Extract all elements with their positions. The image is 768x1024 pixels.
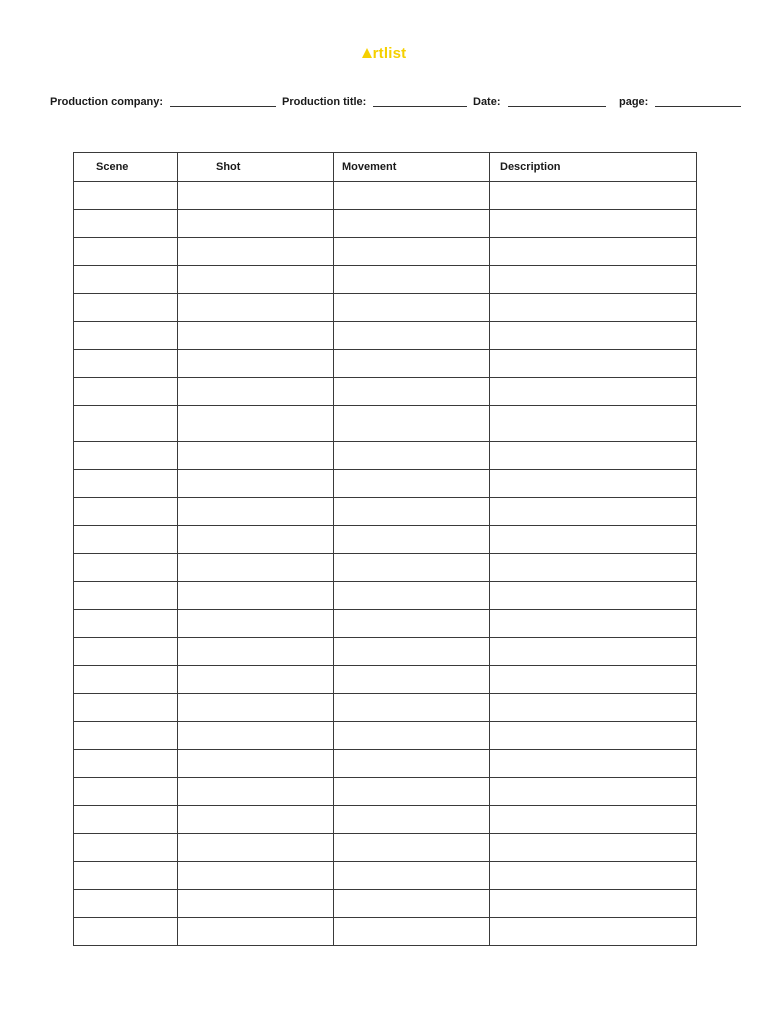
- cell-movement[interactable]: [334, 834, 490, 862]
- cell-movement[interactable]: [334, 498, 490, 526]
- cell-shot[interactable]: [178, 498, 334, 526]
- production-title-field: [282, 95, 467, 108]
- cell-scene[interactable]: [74, 890, 178, 918]
- column-header-movement: Movement: [334, 153, 490, 182]
- cell-description[interactable]: [490, 470, 697, 498]
- column-header-scene: Scene: [74, 153, 178, 182]
- cell-description[interactable]: [490, 666, 697, 694]
- cell-scene[interactable]: [74, 322, 178, 350]
- table-row: [74, 378, 697, 406]
- table-row: [74, 918, 697, 946]
- cell-scene[interactable]: [74, 694, 178, 722]
- cell-scene[interactable]: [74, 406, 178, 442]
- cell-movement[interactable]: [334, 722, 490, 750]
- cell-description[interactable]: [490, 610, 697, 638]
- table-row: [74, 182, 697, 210]
- date-field: [473, 95, 606, 108]
- table-row: [74, 498, 697, 526]
- cell-movement[interactable]: [334, 406, 490, 442]
- production-company-blank[interactable]: [170, 95, 276, 107]
- cell-description[interactable]: [490, 294, 697, 322]
- shot-list-table: [73, 152, 697, 946]
- cell-scene[interactable]: [74, 442, 178, 470]
- cell-description[interactable]: [490, 638, 697, 666]
- cell-scene[interactable]: [74, 266, 178, 294]
- cell-movement[interactable]: [334, 182, 490, 210]
- cell-description[interactable]: [490, 238, 697, 266]
- cell-shot[interactable]: [178, 294, 334, 322]
- table-row: [74, 210, 697, 238]
- cell-movement[interactable]: [334, 470, 490, 498]
- cell-description[interactable]: [490, 582, 697, 610]
- cell-scene[interactable]: [74, 294, 178, 322]
- cell-description[interactable]: [490, 210, 697, 238]
- cell-shot[interactable]: [178, 610, 334, 638]
- cell-description[interactable]: [490, 406, 697, 442]
- date-blank[interactable]: [508, 95, 606, 107]
- page-blank[interactable]: [655, 95, 741, 107]
- cell-shot[interactable]: [178, 554, 334, 582]
- table-header-row: [74, 153, 697, 182]
- cell-shot[interactable]: [178, 806, 334, 834]
- cell-scene[interactable]: [74, 182, 178, 210]
- cell-shot[interactable]: [178, 890, 334, 918]
- cell-scene[interactable]: [74, 378, 178, 406]
- page-field: [619, 95, 741, 108]
- cell-movement[interactable]: [334, 666, 490, 694]
- table-row: [74, 610, 697, 638]
- table-row: [74, 406, 697, 442]
- table-row: [74, 470, 697, 498]
- cell-movement[interactable]: [334, 378, 490, 406]
- cell-description[interactable]: [490, 322, 697, 350]
- cell-scene[interactable]: [74, 610, 178, 638]
- cell-scene[interactable]: [74, 350, 178, 378]
- cell-shot[interactable]: [178, 582, 334, 610]
- table-row: [74, 442, 697, 470]
- cell-shot[interactable]: [178, 470, 334, 498]
- cell-scene[interactable]: [74, 778, 178, 806]
- cell-shot[interactable]: [178, 406, 334, 442]
- cell-movement[interactable]: [334, 638, 490, 666]
- cell-shot[interactable]: [178, 862, 334, 890]
- cell-movement[interactable]: [334, 238, 490, 266]
- cell-description[interactable]: [490, 182, 697, 210]
- cell-movement[interactable]: [334, 294, 490, 322]
- cell-description[interactable]: [490, 778, 697, 806]
- table-row: [74, 694, 697, 722]
- cell-shot[interactable]: [178, 694, 334, 722]
- cell-movement[interactable]: [334, 806, 490, 834]
- cell-description[interactable]: [490, 526, 697, 554]
- table-row: [74, 582, 697, 610]
- cell-description[interactable]: [490, 862, 697, 890]
- table-row: [74, 834, 697, 862]
- page-label: page:: [619, 96, 649, 108]
- table-row: [74, 722, 697, 750]
- cell-movement[interactable]: [334, 694, 490, 722]
- cell-movement[interactable]: [334, 778, 490, 806]
- cell-description[interactable]: [490, 378, 697, 406]
- cell-description[interactable]: [490, 694, 697, 722]
- cell-scene[interactable]: [74, 862, 178, 890]
- cell-scene[interactable]: [74, 834, 178, 862]
- cell-description[interactable]: [490, 442, 697, 470]
- cell-scene[interactable]: [74, 238, 178, 266]
- cell-shot[interactable]: [178, 378, 334, 406]
- cell-movement[interactable]: [334, 442, 490, 470]
- cell-description[interactable]: [490, 498, 697, 526]
- cell-shot[interactable]: [178, 834, 334, 862]
- cell-scene[interactable]: [74, 470, 178, 498]
- table-row: [74, 638, 697, 666]
- cell-shot[interactable]: [178, 350, 334, 378]
- cell-shot[interactable]: [178, 526, 334, 554]
- cell-shot[interactable]: [178, 750, 334, 778]
- cell-shot[interactable]: [178, 322, 334, 350]
- cell-scene[interactable]: [74, 666, 178, 694]
- cell-scene[interactable]: [74, 638, 178, 666]
- cell-scene[interactable]: [74, 498, 178, 526]
- table-row: [74, 890, 697, 918]
- cell-movement[interactable]: [334, 750, 490, 778]
- cell-description[interactable]: [490, 266, 697, 294]
- table-row: [74, 294, 697, 322]
- cell-movement[interactable]: [334, 610, 490, 638]
- cell-shot[interactable]: [178, 238, 334, 266]
- production-company-field: [50, 95, 276, 108]
- production-title-blank[interactable]: [373, 95, 467, 107]
- cell-description[interactable]: [490, 722, 697, 750]
- logo-wordmark: rtlist: [372, 45, 407, 62]
- production-title-label: Production title:: [282, 96, 367, 108]
- cell-movement[interactable]: [334, 862, 490, 890]
- cell-shot[interactable]: [178, 666, 334, 694]
- logo-a-triangle-icon: [362, 48, 372, 58]
- cell-scene[interactable]: [74, 722, 178, 750]
- cell-description[interactable]: [490, 834, 697, 862]
- cell-shot[interactable]: [178, 638, 334, 666]
- table-row: [74, 554, 697, 582]
- cell-description[interactable]: [490, 806, 697, 834]
- table-row: [74, 862, 697, 890]
- cell-scene[interactable]: [74, 806, 178, 834]
- column-header-description: Description: [490, 153, 697, 182]
- table-row: [74, 666, 697, 694]
- cell-scene[interactable]: [74, 582, 178, 610]
- cell-movement[interactable]: [334, 582, 490, 610]
- cell-movement[interactable]: [334, 554, 490, 582]
- cell-description[interactable]: [490, 350, 697, 378]
- table-row: [74, 778, 697, 806]
- date-label: Date:: [473, 96, 501, 108]
- production-company-label: Production company:: [50, 96, 164, 108]
- cell-scene[interactable]: [74, 918, 178, 946]
- cell-movement[interactable]: [334, 350, 490, 378]
- table-row: [74, 350, 697, 378]
- cell-description[interactable]: [490, 890, 697, 918]
- cell-description[interactable]: [490, 750, 697, 778]
- table-row: [74, 266, 697, 294]
- table-row: [74, 806, 697, 834]
- table-row: [74, 238, 697, 266]
- cell-description[interactable]: [490, 554, 697, 582]
- cell-movement[interactable]: [334, 210, 490, 238]
- cell-movement[interactable]: [334, 526, 490, 554]
- cell-scene[interactable]: [74, 210, 178, 238]
- cell-shot[interactable]: [178, 210, 334, 238]
- cell-scene[interactable]: [74, 526, 178, 554]
- cell-scene[interactable]: [74, 554, 178, 582]
- cell-shot[interactable]: [178, 266, 334, 294]
- table-row: [74, 322, 697, 350]
- cell-shot[interactable]: [178, 778, 334, 806]
- cell-movement[interactable]: [334, 890, 490, 918]
- cell-shot[interactable]: [178, 442, 334, 470]
- table-row: [74, 526, 697, 554]
- artlist-logo: [0, 45, 768, 62]
- cell-shot[interactable]: [178, 918, 334, 946]
- table-row: [74, 750, 697, 778]
- column-header-shot: Shot: [178, 153, 334, 182]
- cell-movement[interactable]: [334, 266, 490, 294]
- cell-scene[interactable]: [74, 750, 178, 778]
- cell-movement[interactable]: [334, 322, 490, 350]
- cell-shot[interactable]: [178, 182, 334, 210]
- cell-shot[interactable]: [178, 722, 334, 750]
- cell-description[interactable]: [490, 918, 697, 946]
- cell-movement[interactable]: [334, 918, 490, 946]
